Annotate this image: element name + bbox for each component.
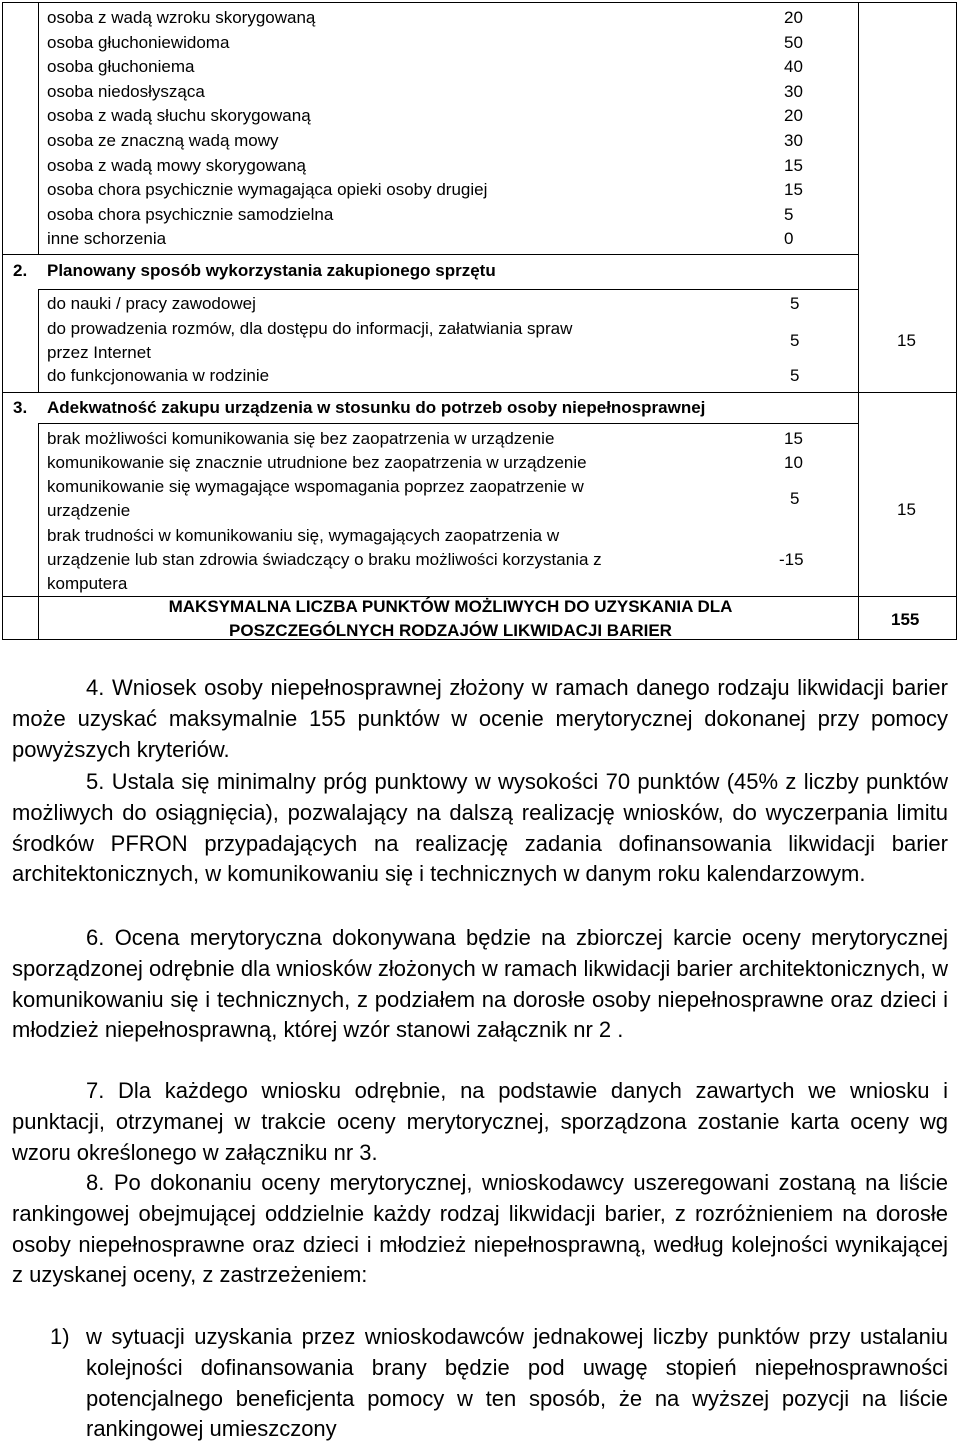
adequacy-label: urządzenie: [47, 501, 131, 520]
paragraph-number: 4.: [86, 675, 105, 700]
list-item-number: 1): [50, 1324, 70, 1349]
usage-points: 5: [790, 366, 800, 385]
list-item-text: w sytuacji uzyskania przez wnioskodawców jednakowej liczby punktów przy ustalaniu kolejności dofinansowania brany będzie pod uwagę stopień niepełnosprawności potencjalnego beneficjenta pomocy w ten sposób, że na wyższej pozycji na liście rankingowej umieszczony: [86, 1324, 948, 1442]
section-max-points: 15: [897, 331, 916, 350]
disability-type-points: 15: [784, 155, 803, 175]
disability-type-points: 50: [784, 32, 803, 52]
disability-type-points: 40: [784, 57, 803, 77]
disability-type-label: inne schorzenia: [47, 229, 167, 249]
paragraph: [12, 1076, 948, 1168]
disability-type-label: osoba chora psychicznie wymagająca opieki osoby drugiej: [47, 180, 488, 200]
paragraph-text: Ocena merytoryczna dokonywana będzie na zbiorczej karcie oceny merytorycznej sporządzonej odrębnie dla wniosków złożonych w ramach likwidacji barier architektonicznych, w komunikowaniu się i technicznych, z podziałem na dorosłe osoby niepełnosprawne oraz dzieci i młodzież niepełnosprawną, której wzór stanowi załącznik nr 2 .: [12, 925, 949, 1043]
usage-label: przez Internet: [47, 343, 151, 362]
total-label-line2: POSZCZEGÓLNYCH RODZAJÓW LIKWIDACJI BARIER: [229, 621, 672, 640]
row-border: [38, 423, 858, 424]
adequacy-label: brak możliwości komunikowania się bez zaopatrzenia w urządzenie: [47, 429, 555, 448]
disability-type-points: 30: [784, 131, 803, 150]
disability-type-label: osoba głuchoniewidoma: [47, 32, 230, 52]
left-number-column-border: [38, 423, 39, 639]
disability-type-label: osoba niedosłysząca: [47, 81, 205, 101]
row-border: [38, 289, 858, 290]
adequacy-label: komputera: [47, 574, 128, 593]
disability-type-points: 30: [784, 81, 803, 101]
disability-type-label: osoba z wadą mowy skorygowaną: [47, 155, 306, 175]
paragraph-text: Po dokonaniu oceny merytorycznej, wnioskodawcy uszeregowani zostaną na liście rankingowej obejmującej oddzielnie każdy rodzaj likwidacji barier, z rozróżnieniem na dorosłe osoby niepełnosprawne oraz dzieci i młodzież niepełnosprawną, według kolejności wynikającej z uzyskanej oceny, z zastrzeżeniem:: [12, 1170, 948, 1288]
paragraph-number: 8.: [86, 1170, 105, 1195]
usage-label: do nauki / pracy zawodowej: [47, 294, 256, 313]
adequacy-points: 15: [784, 429, 803, 448]
disability-type-label: osoba z wadą wzroku skorygowaną: [47, 8, 316, 27]
adequacy-label: komunikowanie się wymagające wspomagania poprzez zaopatrzenie w: [47, 477, 584, 496]
adequacy-label: brak trudności w komunikowaniu się, wymagających zaopatrzenia w: [47, 526, 560, 545]
paragraph-number: 7.: [86, 1078, 105, 1103]
left-number-column-border: [38, 3, 39, 254]
disability-type-points: 20: [784, 8, 803, 27]
disability-type-label: osoba chora psychicznie samodzielna: [47, 204, 334, 224]
section-title: Planowany sposób wykorzystania zakupionego sprzętu: [47, 261, 496, 280]
paragraph-number: 6.: [86, 925, 105, 950]
usage-points: 5: [790, 331, 800, 350]
paragraph: [12, 1168, 948, 1291]
adequacy-points: -15: [779, 550, 804, 569]
disability-type-points: 5: [784, 204, 794, 224]
scoring-table: [2, 2, 957, 640]
points-column-border: [858, 3, 859, 639]
total-label-line1: MAKSYMALNA LICZBA PUNKTÓW MOŻLIWYCH DO UZYSKANIA DLA: [168, 597, 733, 616]
row-border: [3, 392, 956, 393]
disability-type-label: osoba z wadą słuchu skorygowaną: [47, 106, 311, 126]
adequacy-points: 5: [790, 489, 800, 508]
paragraph-text: Ustala się minimalny próg punktowy w wysokości 70 punktów (45% z liczby punktów możliwych do osiągnięcia), pozwalający na dalszą realizację wniosków, do wyczerpania limitu środków PFRON przypadających na realizację zadania dofinansowania likwidacji barier architektonicznych, w komunikowaniu się i technicznych w danym roku kalendarzowym.: [12, 769, 948, 887]
disability-type-points: 15: [784, 180, 803, 200]
left-number-column-border: [38, 289, 39, 392]
section-number: 2.: [13, 261, 28, 280]
paragraph: [12, 923, 948, 1046]
disability-type-label: osoba ze znaczną wadą mowy: [47, 131, 279, 150]
paragraph-number: 5.: [86, 769, 105, 794]
usage-label: do prowadzenia rozmów, dla dostępu do informacji, załatwiania spraw: [47, 319, 573, 338]
list-item: [50, 1322, 948, 1445]
section-max-points: 15: [897, 500, 916, 519]
paragraph-text: Dla każdego wniosku odrębnie, na podstawie danych zawartych we wniosku i punktacji, otrzymanej w trakcie oceny merytorycznej, sporządzona zostanie karta oceny wg wzoru określonego w załączniku nr 3.: [12, 1078, 949, 1165]
total-value: 155: [891, 610, 920, 629]
section-number: 3.: [13, 398, 28, 417]
paragraph: [12, 673, 948, 765]
paragraph: [12, 767, 948, 890]
disability-type-points: 0: [784, 229, 794, 249]
adequacy-label: komunikowanie się znacznie utrudnione bez zaopatrzenia w urządzenie: [47, 453, 587, 472]
usage-label: do funkcjonowania w rodzinie: [47, 366, 270, 385]
row-border: [3, 254, 858, 255]
disability-type-points: 20: [784, 106, 803, 126]
adequacy-points: 10: [784, 453, 803, 472]
adequacy-label: urządzenie lub stan zdrowia świadczący o braku możliwości korzystania z: [47, 550, 602, 569]
disability-type-label: osoba głuchoniema: [47, 57, 195, 77]
section-title: Adekwatność zakupu urządzenia w stosunku do potrzeb osoby niepełnosprawnej: [47, 398, 706, 417]
paragraph-text: Wniosek osoby niepełnosprawnej złożony w ramach danego rodzaju likwidacji barier może uzyskać maksymalnie 155 punktów w ocenie merytorycznej dokonanej przy pomocy powyższych kryteriów.: [12, 675, 948, 762]
usage-points: 5: [790, 294, 800, 313]
